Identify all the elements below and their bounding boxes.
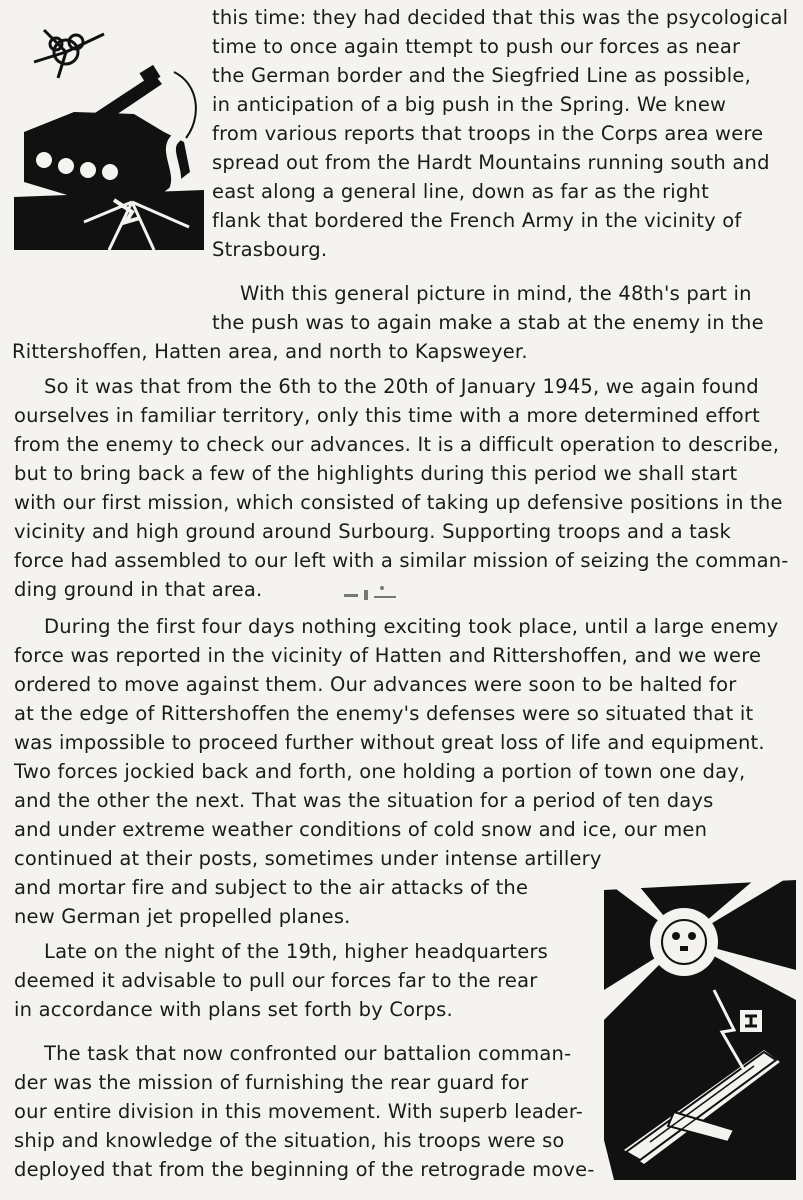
text-line: flank that bordered the French Army in the vicinity of: [212, 209, 742, 232]
text-line: with our first mission, which consisted of taking up defensive positions in the: [14, 491, 783, 514]
text-line: Late on the night of the 19th, higher headquarters: [44, 940, 549, 963]
plane-illustration: [604, 880, 796, 1180]
text-line: our entire division in this movement. With superb leader-: [14, 1100, 584, 1123]
text-line: deemed it advisable to pull our forces far to the rear: [14, 969, 538, 992]
text-line: new German jet propelled planes.: [14, 905, 351, 928]
text-line: in anticipation of a big push in the Spring. We knew: [212, 93, 727, 116]
text-line: east along a general line, down as far as the right: [212, 180, 709, 203]
text-line: Rittershoffen, Hatten area, and north to Kapsweyer.: [12, 340, 528, 363]
text-line: and under extreme weather conditions of cold snow and ice, our men: [14, 818, 708, 841]
text-line: Strasbourg.: [212, 238, 328, 261]
text-line: and mortar fire and subject to the air attacks of the: [14, 876, 529, 899]
text-line: ourselves in familiar territory, only this time with a more determined effort: [14, 404, 760, 427]
text-line: this time: they had decided that this was the psycological: [212, 6, 789, 29]
text-line: With this general picture in mind, the 48th's part in: [240, 282, 752, 305]
text-line: from various reports that troops in the Corps area were: [212, 122, 764, 145]
text-line: at the edge of Rittershoffen the enemy's defenses were so situated that it: [14, 702, 754, 725]
text-line: So it was that from the 6th to the 20th of January 1945, we again found: [44, 375, 759, 398]
text-line: The task that now confronted our battalion comman-: [44, 1042, 572, 1065]
text-line: vicinity and high ground around Surbourg. Supporting troops and a task: [14, 520, 732, 543]
text-line: ding ground in that area.: [14, 578, 263, 601]
text-line: force was reported in the vicinity of Hatten and Rittershoffen, and we were: [14, 644, 762, 667]
text-line: During the first four days nothing exciting took place, until a large enemy: [44, 615, 779, 638]
text-line: time to once again ttempt to push our forces as near: [212, 35, 741, 58]
text-line: Two forces jockied back and forth, one holding a portion of town one day,: [14, 760, 746, 783]
text-line: was impossible to proceed further without great loss of life and equipment.: [14, 731, 765, 754]
text-line: the German border and the Siegfried Line as possible,: [212, 64, 751, 87]
tank-illustration: [14, 22, 204, 250]
text-line: deployed that from the beginning of the retrograde move-: [14, 1158, 595, 1181]
text-line: ordered to move against them. Our advances were soon to be halted for: [14, 673, 737, 696]
text-line: from the enemy to check our advances. It is a difficult operation to describe,: [14, 433, 780, 456]
text-line: der was the mission of furnishing the rear guard for: [14, 1071, 529, 1094]
ink-smudge: [338, 582, 408, 610]
text-line: and the other the next. That was the situation for a period of ten days: [14, 789, 714, 812]
text-line: spread out from the Hardt Mountains running south and: [212, 151, 770, 174]
text-line: ship and knowledge of the situation, his troops were so: [14, 1129, 565, 1152]
text-line: the push was to again make a stab at the enemy in the: [212, 311, 764, 334]
text-line: but to bring back a few of the highlights during this period we shall start: [14, 462, 738, 485]
text-line: continued at their posts, sometimes under intense artillery: [14, 847, 602, 870]
text-line: in accordance with plans set forth by Corps.: [14, 998, 453, 1021]
text-line: force had assembled to our left with a similar mission of seizing the comman-: [14, 549, 789, 572]
